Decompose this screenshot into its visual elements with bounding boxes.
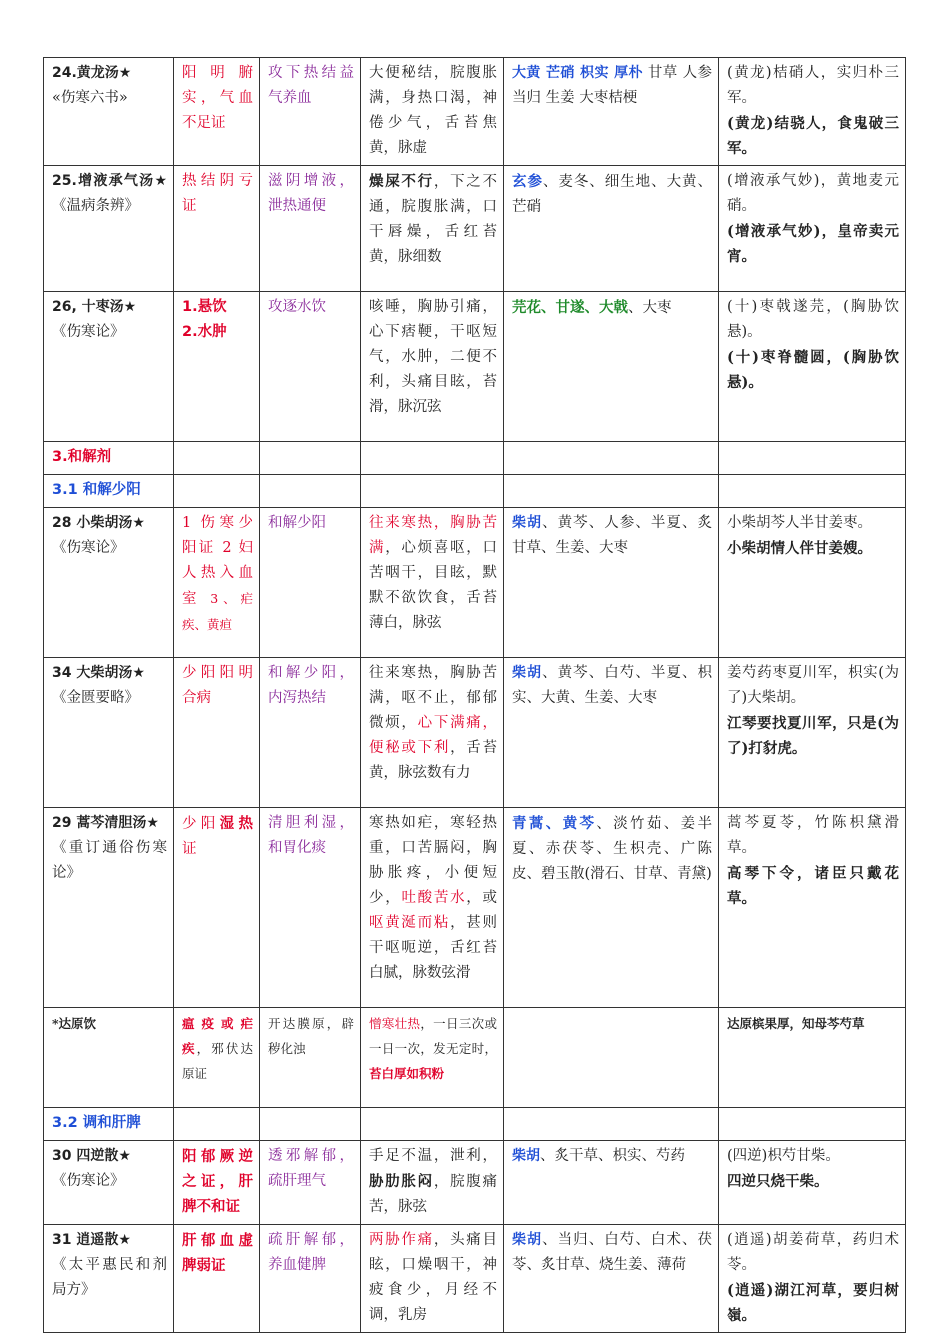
section-title: 3.2 调和肝脾 xyxy=(44,1108,174,1141)
mnemonic-cell xyxy=(719,658,906,808)
syndrome-text: 阳明腑实，气血不足证 xyxy=(182,65,253,131)
key-herbs: 柴胡 xyxy=(512,1232,543,1248)
formula-name: 26, 十枣汤★ xyxy=(52,299,137,315)
symptoms-text: 寒热如疟，寒轻热重，口苦膈闷，胸胁胀疼，小便短少， xyxy=(369,815,497,906)
symptoms-cell xyxy=(361,808,504,1008)
effect-text: 疏肝解郁，养血健脾 xyxy=(268,1232,354,1273)
key-herbs: 大黄 芒硝 枳实 厚朴 xyxy=(512,65,643,81)
other-herbs: 、当归、白芍、白术、茯苓、炙甘草、烧生姜、薄荷 xyxy=(512,1232,713,1273)
mnemonic-cell xyxy=(719,1141,906,1225)
effect-text: 清胆利湿，和胃化痰 xyxy=(268,815,354,856)
symptoms-text: 咳唾，胸胁引痛，心下痞鞕，干呕短气，水肿，二便不利，头痛目眩，苔滑，脉沉弦 xyxy=(369,299,497,415)
symptoms-highlight: 苔白厚如积粉 xyxy=(369,1066,445,1081)
mnemonic-cell xyxy=(719,1225,906,1333)
other-herbs: 、黄芩、白芍、半夏、枳实、大黄、生姜、大枣 xyxy=(512,665,713,706)
key-herbs: 芫花、甘遂、大戟 xyxy=(512,299,628,316)
effect-cell xyxy=(260,808,361,1008)
symptoms-text: ，舌苔黄，脉弦数有力 xyxy=(369,740,498,781)
symptoms-text: 往来寒热，胸胁苦满，呕不止，郁郁微烦， xyxy=(369,665,497,731)
key-herbs: 柴胡 xyxy=(512,1148,540,1164)
mnemonic-alt-line: 江琴要找夏川军，只是(为了)打豺虎。 xyxy=(727,715,899,757)
syndrome-text: ，邪伏达原证 xyxy=(182,1041,253,1081)
formula-name: 28 小柴胡汤★ xyxy=(52,515,145,531)
syndrome-item: 2.水肿 xyxy=(182,324,227,340)
herbs-cell xyxy=(504,658,719,808)
table-row xyxy=(44,508,906,658)
mnemonic-alt-line: (黄龙)结骁人，食鬼破三军。 xyxy=(727,115,899,157)
symptoms-cell xyxy=(361,1225,504,1333)
mnemonic-alt-line: (增液承气妙)，皇帝卖元宵。 xyxy=(727,223,899,265)
other-herbs: 、大枣 xyxy=(628,300,672,316)
section-row xyxy=(44,1108,906,1141)
syndrome-cell xyxy=(174,292,260,442)
formula-name: *达原饮 xyxy=(52,1016,97,1031)
herbs-cell xyxy=(504,166,719,292)
formula-source: «伤寒六书» xyxy=(52,90,128,106)
symptoms-cell xyxy=(361,166,504,292)
syndrome-text: 少阳 xyxy=(182,816,220,832)
symptoms-text: ，或 xyxy=(466,890,498,906)
section-row xyxy=(44,442,906,475)
formula-source: 《伤寒论》 xyxy=(52,1173,125,1189)
table-row xyxy=(44,658,906,808)
syndrome-highlight: 湿热 xyxy=(219,815,254,832)
syndrome-cell xyxy=(174,508,260,658)
symptoms-cell xyxy=(361,1008,504,1108)
mnemonic-alt-line: (逍遥)湖江河草，要归树嶺。 xyxy=(727,1282,899,1324)
effect-text: 滋阴增液，泄热通便 xyxy=(268,173,354,214)
symptoms-cell xyxy=(361,58,504,166)
formula-name-cell xyxy=(44,808,174,1008)
effect-text: 透邪解郁，疏肝理气 xyxy=(268,1148,354,1189)
symptoms-cell xyxy=(361,658,504,808)
formula-name-cell xyxy=(44,1141,174,1225)
symptoms-highlight: 心下满痛，便秘或下利 xyxy=(369,715,498,756)
symptoms-highlight: 燥屎不行 xyxy=(369,173,434,190)
syndrome-text: 少阳阳明合病 xyxy=(182,665,253,706)
mnemonic-line: (四逆)枳芍甘柴。 xyxy=(727,1148,840,1164)
key-herbs: 柴胡 xyxy=(512,665,543,681)
mnemonic-cell xyxy=(719,808,906,1008)
symptoms-highlight: 憎寒壮热 xyxy=(369,1016,421,1031)
effect-cell xyxy=(260,166,361,292)
table-row xyxy=(44,808,906,1008)
effect-text: 攻逐水饮 xyxy=(268,299,326,315)
syndrome-text: 阳郁厥逆之证，肝脾不和证 xyxy=(182,1148,253,1215)
mnemonic-cell xyxy=(719,58,906,166)
mnemonic-alt-line: 小柴胡情人伴甘姜嫂。 xyxy=(727,540,872,557)
formula-name-cell xyxy=(44,1008,174,1108)
effect-text: 开达膜原，辟秽化浊 xyxy=(268,1016,354,1056)
other-herbs: 、麦冬、细生地、大黄、芒硝 xyxy=(512,174,713,215)
formula-name: 25.增液承气汤★ xyxy=(52,173,167,189)
symptoms-text: ，甚则干呕呃逆，舌红苔白腻，脉数弦滑 xyxy=(369,915,498,981)
mnemonic-line: 姜芍药枣夏川军，枳实(为了)大柴胡。 xyxy=(727,665,899,706)
symptoms-cell xyxy=(361,508,504,658)
syndrome-cell xyxy=(174,1225,260,1333)
syndrome-cell xyxy=(174,166,260,292)
symptoms-highlight: 吐酸苦水 xyxy=(401,890,467,906)
formula-name-cell xyxy=(44,1225,174,1333)
mnemonic-line: (逍遥)胡姜荷草，药归术苓。 xyxy=(727,1232,899,1273)
syndrome-text: 热结阴亏证 xyxy=(182,173,253,214)
symptoms-text: ，头痛目眩，口燥咽干，神疲食少，月经不调，乳房 xyxy=(369,1232,498,1323)
syndrome-cell xyxy=(174,1141,260,1225)
formula-name-cell xyxy=(44,58,174,166)
syndrome-cell xyxy=(174,1008,260,1108)
mnemonic-alt-line: 高琴下令，诸臣只戴花草。 xyxy=(727,865,899,907)
herbs-cell xyxy=(504,508,719,658)
herbs-cell xyxy=(504,58,719,166)
effect-cell xyxy=(260,1008,361,1108)
effect-text: 和解少阳，内泻热结 xyxy=(268,665,354,706)
syndrome-text: 1 伤寒少阳证 2 妇人热入血室 xyxy=(182,515,253,607)
effect-cell xyxy=(260,508,361,658)
effect-cell xyxy=(260,58,361,166)
symptoms-text: 大便秘结，脘腹胀满，身热口渴，神倦少气，舌苔焦黄，脉虚 xyxy=(369,65,497,156)
effect-cell xyxy=(260,658,361,808)
mnemonic-cell xyxy=(719,292,906,442)
mnemonic-line: (增液承气妙)，黄地麦元硝。 xyxy=(727,173,899,214)
symptoms-highlight: 呕黄涎而粘 xyxy=(369,915,451,931)
formula-name-cell xyxy=(44,508,174,658)
other-herbs: 、炙干草、枳实、芍药 xyxy=(540,1148,685,1164)
table-row xyxy=(44,1008,906,1108)
formula-name-cell xyxy=(44,292,174,442)
key-herbs: 青蒿、黄芩 xyxy=(512,815,597,832)
symptoms-text: ，一日三次或一日一次，发无定时， xyxy=(369,1016,497,1056)
mnemonic-line: 达原槟果厚，知母芩芍草 xyxy=(727,1016,865,1031)
formula-source: 《太平惠民和剂局方》 xyxy=(52,1257,167,1298)
formula-name-cell xyxy=(44,166,174,292)
section-title: 3.1 和解少阳 xyxy=(44,475,174,508)
effect-cell xyxy=(260,292,361,442)
effect-text: 攻下热结益气养血 xyxy=(268,65,354,106)
symptoms-highlight: 胁肋胀闷 xyxy=(369,1173,434,1190)
other-herbs: 、淡竹茹、姜半夏、赤茯苓、生枳壳、广陈皮、碧玉散(滑石、甘草、青黛) xyxy=(512,816,713,882)
mnemonic-alt-line: 四逆只烧干柴。 xyxy=(727,1173,829,1190)
formula-name-cell xyxy=(44,658,174,808)
mnemonic-line: 蒿芩夏苓，竹陈枳黛滑草。 xyxy=(727,815,899,856)
syndrome-highlight: 瘟疫或疟疾 xyxy=(182,1016,253,1056)
formula-name: 30 四逆散★ xyxy=(52,1148,131,1164)
formula-source: 《金匮要略》 xyxy=(52,690,139,706)
other-herbs: 、黄芩、人参、半夏、炙甘草、生姜、大枣 xyxy=(512,515,713,556)
mnemonic-cell xyxy=(719,166,906,292)
mnemonic-alt-line: (十)枣脊髓圆，(胸胁饮悬)。 xyxy=(727,349,899,391)
syndrome-cell xyxy=(174,808,260,1008)
key-herbs: 柴胡 xyxy=(512,515,543,531)
key-herbs: 玄参 xyxy=(512,173,543,190)
formula-source: 《温病条辨》 xyxy=(52,198,139,214)
symptoms-text: ，心烦喜呕，口苦咽干，目眩，默默不欲饮食，舌苔薄白，脉弦 xyxy=(369,540,498,631)
section-row xyxy=(44,475,906,508)
symptoms-cell xyxy=(361,1141,504,1225)
herbs-cell xyxy=(504,1225,719,1333)
syndrome-cell xyxy=(174,658,260,808)
formula-table xyxy=(43,57,906,1333)
formula-name: 34 大柴胡汤★ xyxy=(52,665,145,681)
symptoms-highlight: 往来寒热，胸胁苦满 xyxy=(369,515,497,556)
table-row xyxy=(44,1141,906,1225)
formula-source: 《重订通俗伤寒论》 xyxy=(52,840,167,881)
mnemonic-line: 小柴胡芩人半甘姜枣。 xyxy=(727,515,872,531)
syndrome-text: 证 xyxy=(182,841,197,857)
effect-cell xyxy=(260,1225,361,1333)
table-row xyxy=(44,166,906,292)
herbs-cell xyxy=(504,808,719,1008)
syndrome-item: 1.悬饮 xyxy=(182,299,227,315)
herbs-cell xyxy=(504,292,719,442)
formula-name: 24.黄龙汤★ xyxy=(52,65,132,81)
formula-source: 《伤寒论》 xyxy=(52,324,125,340)
effect-text: 和解少阳 xyxy=(268,515,326,531)
herbs-cell xyxy=(504,1141,719,1225)
symptoms-highlight: 两胁作痛 xyxy=(369,1232,434,1248)
syndrome-extra: 3、疟疾、黄疸 xyxy=(182,591,253,632)
formula-source: 《伤寒论》 xyxy=(52,540,125,556)
mnemonic-line: (十)枣戟遂芫，(胸胁饮悬)。 xyxy=(727,299,899,340)
syndrome-cell xyxy=(174,58,260,166)
table-row xyxy=(44,58,906,166)
other-herbs: 甘草 人参 当归 生姜 大枣桔梗 xyxy=(512,65,713,106)
herbs-cell xyxy=(504,1008,719,1108)
mnemonic-line: (黄龙)桔硝人，实归朴三军。 xyxy=(727,65,899,106)
symptoms-cell xyxy=(361,292,504,442)
effect-cell xyxy=(260,1141,361,1225)
mnemonic-cell xyxy=(719,1008,906,1108)
table-row xyxy=(44,292,906,442)
symptoms-text: 手足不温，泄利， xyxy=(369,1148,497,1164)
table-row xyxy=(44,1225,906,1333)
mnemonic-cell xyxy=(719,508,906,658)
formula-name: 29 蒿芩清胆汤★ xyxy=(52,815,159,831)
symptoms-text: ，脘腹痛苦，脉弦 xyxy=(369,1174,498,1215)
section-title: 3.和解剂 xyxy=(44,442,174,475)
syndrome-text: 肝郁血虚脾弱证 xyxy=(182,1232,253,1274)
formula-name: 31 逍遥散★ xyxy=(52,1232,131,1248)
symptoms-text: ，下之不通，脘腹胀满，口干唇燥，舌红苔黄，脉细数 xyxy=(369,174,498,265)
